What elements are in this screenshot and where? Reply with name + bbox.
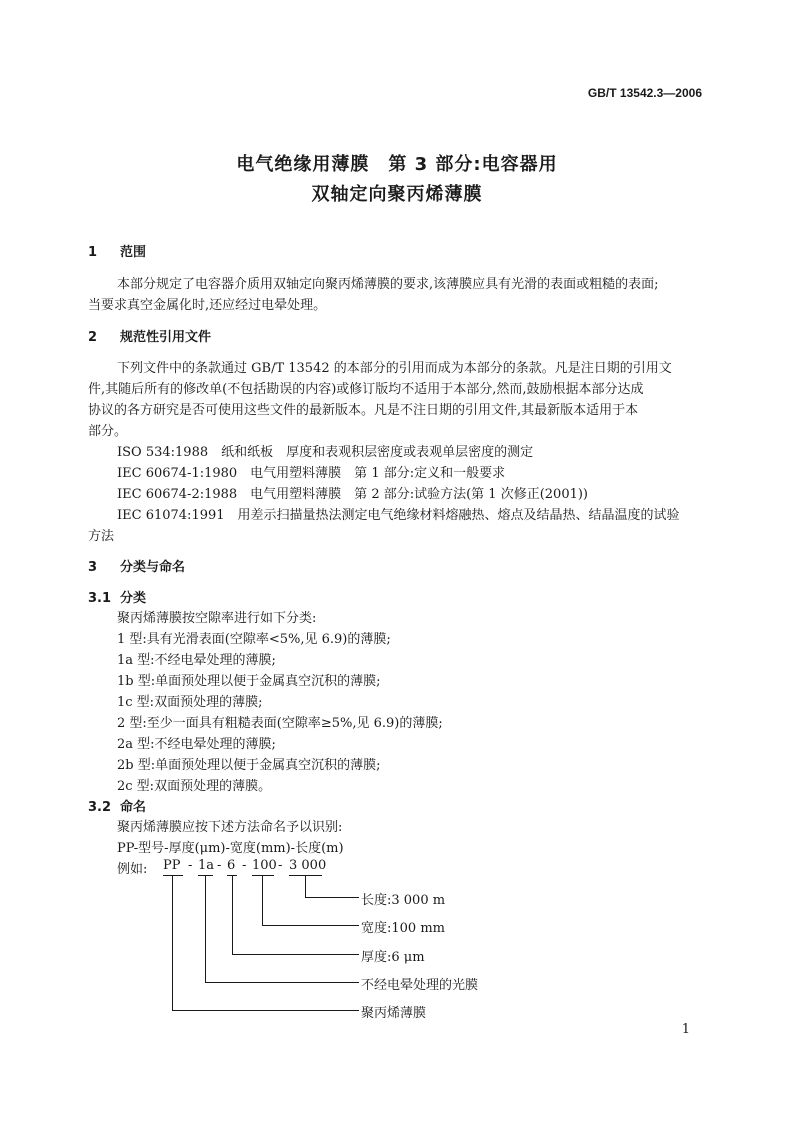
example-part-type: 1a	[198, 858, 215, 873]
section-1-para-line: 当要求真空金属化时,还应经过电晕处理。	[88, 298, 327, 313]
section-title: 分类与命名	[120, 560, 186, 575]
section-title: 规范性引用文件	[120, 330, 212, 345]
naming-format-line: PP-型号-厚度(μm)-宽度(mm)-长度(m)	[117, 841, 344, 856]
page-number: 1	[681, 1022, 690, 1037]
example-prefix: 例如:	[117, 862, 148, 877]
section-2-para-line: 下列文件中的条款通过 GB/T 13542 的本部分的引用而成为本部分的条款。凡是注日期的引用文	[117, 361, 672, 376]
classification-line: 2b 型:单面预处理以便于金属真空沉积的薄膜;	[117, 758, 381, 773]
label-pp: 聚丙烯薄膜	[361, 1006, 427, 1021]
reference-item: ISO 534:1988 纸和纸板 厚度和表观积层密度或表观单层密度的测定	[117, 445, 534, 460]
classification-line: 1b 型:单面预处理以便于金属真空沉积的薄膜;	[117, 674, 381, 689]
example-underline	[163, 874, 183, 876]
document-title-line1: 电气绝缘用薄膜 第 3 部分:电容器用	[236, 154, 558, 175]
example-part-width: 100	[252, 858, 277, 873]
section-2-heading	[88, 326, 211, 345]
subsection-3-1-heading	[88, 587, 146, 606]
section-1-para-line: 本部分规定了电容器介质用双轴定向聚丙烯薄膜的要求,该薄膜应具有光滑的表面或粗糙的表面;	[117, 277, 659, 292]
example-underline	[252, 874, 274, 876]
reference-item: IEC 61074:1991 用差示扫描量热法测定电气绝缘材料熔融热、熔点及结晶热、结晶温度的试验	[117, 508, 680, 523]
subsection-3-2-heading	[88, 796, 146, 815]
reference-item: IEC 60674-1:1980 电气用塑料薄膜 第 1 部分:定义和一般要求	[117, 466, 506, 481]
connector-width-vertical	[262, 875, 263, 925]
connector-thickness-vertical	[232, 875, 233, 954]
classification-line: 2a 型:不经电晕处理的薄膜;	[117, 737, 276, 752]
example-part-thickness: 6	[227, 858, 236, 873]
connector-pp-horizontal	[172, 1010, 359, 1011]
document-title-line2: 双轴定向聚丙烯薄膜	[311, 184, 483, 205]
section-title: 范围	[120, 245, 147, 260]
reference-item-continuation: 方法	[88, 529, 115, 544]
connector-thickness-horizontal	[232, 954, 359, 955]
example-separator: -	[278, 858, 283, 873]
connector-length-vertical	[305, 875, 306, 897]
classification-line: 聚丙烯薄膜按空隙率进行如下分类:	[117, 611, 317, 626]
section-2-para-line: 部分。	[88, 424, 128, 439]
connector-pp-vertical	[172, 875, 173, 1010]
subsection-number: 3.2	[88, 800, 112, 815]
example-part-pp: PP	[163, 858, 181, 873]
label-width: 宽度:100 mm	[361, 921, 445, 936]
classification-line: 1a 型:不经电晕处理的薄膜;	[117, 653, 276, 668]
naming-rule-line: 聚丙烯薄膜应按下述方法命名予以识别:	[117, 820, 343, 835]
example-part-length: 3 000	[289, 858, 327, 873]
standard-code: GB/T 13542.3—2006	[587, 86, 702, 100]
classification-line: 2c 型:双面预处理的薄膜。	[117, 779, 272, 794]
section-3-heading	[88, 556, 185, 575]
section-number: 3	[88, 560, 98, 575]
label-type: 不经电晕处理的光膜	[361, 978, 479, 993]
section-number: 2	[88, 330, 98, 345]
classification-line: 1c 型:双面预处理的薄膜;	[117, 695, 263, 710]
connector-type-horizontal	[205, 982, 359, 983]
example-separator: -	[217, 858, 222, 873]
subsection-number: 3.1	[88, 591, 112, 606]
classification-line: 2 型:至少一面具有粗糙表面(空隙率≥5%,见 6.9)的薄膜;	[117, 716, 443, 731]
connector-width-horizontal	[262, 925, 359, 926]
connector-length-horizontal	[305, 897, 359, 898]
label-thickness: 厚度:6 μm	[361, 950, 425, 965]
classification-line: 1 型:具有光滑表面(空隙率<5%,见 6.9)的薄膜;	[117, 632, 391, 647]
section-1-heading	[88, 241, 146, 260]
connector-type-vertical	[205, 875, 206, 982]
label-length: 长度:3 000 m	[361, 893, 446, 908]
subsection-title: 命名	[120, 800, 147, 815]
section-2-para-line: 协议的各方研究是否可使用这些文件的最新版本。凡是不注日期的引用文件,其最新版本适用于本	[88, 403, 639, 418]
example-separator: -	[188, 858, 193, 873]
reference-item: IEC 60674-2:1988 电气用塑料薄膜 第 2 部分:试验方法(第 1 次修正(2001))	[117, 487, 589, 502]
section-number: 1	[88, 245, 98, 260]
example-separator: -	[242, 858, 247, 873]
subsection-title: 分类	[120, 591, 147, 606]
section-2-para-line: 件,其随后所有的修改单(不包括勘误的内容)或修订版均不适用于本部分,然而,鼓励根据本部分达成	[88, 382, 644, 397]
